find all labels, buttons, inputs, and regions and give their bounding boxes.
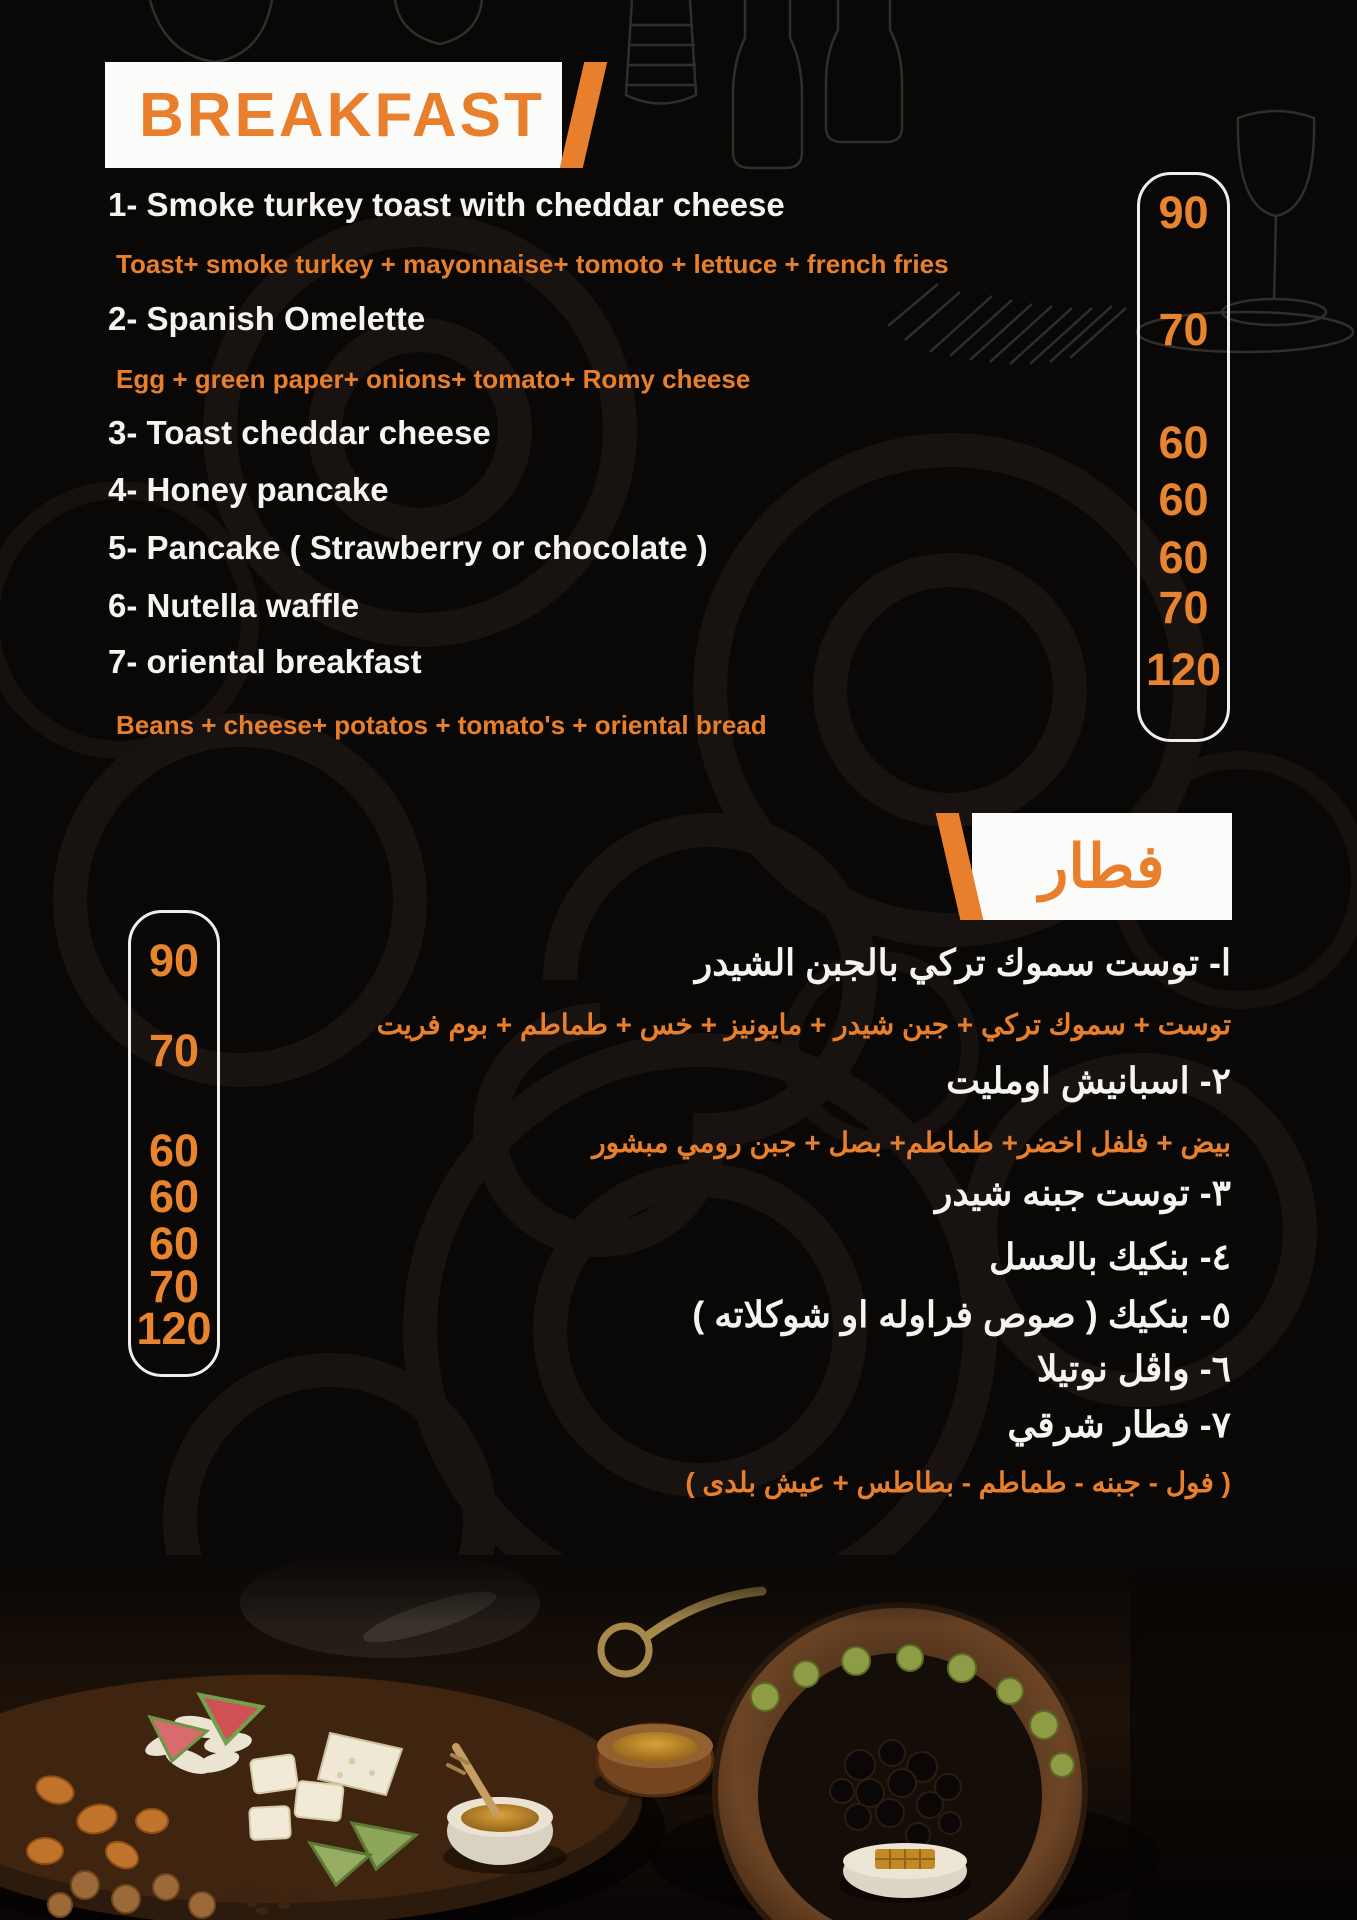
fetar-title-box xyxy=(972,813,1232,920)
breakfast-title: BREAKFAST xyxy=(139,80,545,150)
price-en-1: 90 xyxy=(1158,187,1209,238)
menu-item-en-2-desc: Egg + green paper+ onions+ tomato+ Romy cheese xyxy=(116,364,751,394)
price-en-4: 60 xyxy=(1158,474,1209,525)
price-en-6: 70 xyxy=(1158,582,1209,633)
price-column-en xyxy=(1137,172,1230,742)
menu-item-en-7-desc: Beans + cheese+ potatos + tomato's + oriental bread xyxy=(116,710,767,740)
price-ar-3: 60 xyxy=(148,1125,200,1176)
menu-item-ar-3: ٣- توست جبنه شيدر xyxy=(934,1172,1231,1213)
menu-item-en-5: 5- Pancake ( Strawberry or chocolate ) xyxy=(108,529,708,566)
menu-item-ar-2: ٢- اسبانيش اومليت xyxy=(946,1060,1231,1101)
breakfast-title-slash-icon xyxy=(560,62,607,168)
price-ar-4: 60 xyxy=(148,1171,200,1222)
menu-item-ar-7: ٧- فطار شرقي xyxy=(1007,1404,1231,1445)
menu-item-en-1: 1- Smoke turkey toast with cheddar cheese xyxy=(108,186,785,223)
menu-item-ar-7-desc: ( فول - جبنه - طماطم - بطاطس + عيش بلدى ) xyxy=(685,1467,1231,1498)
menu-item-en-4: 4- Honey pancake xyxy=(108,471,389,508)
price-ar-6: 70 xyxy=(148,1261,200,1312)
menu-item-en-7: 7- oriental breakfast xyxy=(108,643,422,680)
menu-item-ar-4: ٤- بنكيك بالعسل xyxy=(988,1236,1231,1277)
menu-item-ar-5: ٥- بنكيك ( صوص فراوله او شوكلاته ) xyxy=(692,1294,1231,1335)
menu-item-en-3: 3- Toast cheddar cheese xyxy=(108,414,491,451)
menu-item-en-1-desc: Toast+ smoke turkey + mayonnaise+ tomoto + lettuce + french fries xyxy=(116,249,949,279)
price-column-ar xyxy=(128,910,220,1377)
menu-item-en-2: 2- Spanish Omelette xyxy=(108,300,426,337)
breakfast-title-box xyxy=(105,62,562,168)
price-ar-7: 120 xyxy=(136,1303,212,1354)
price-ar-1: 90 xyxy=(148,935,200,986)
menu-item-ar-1-desc: توست + سموك تركي + جبن شيدر + مايونيز + خس + طماطم + بوم فريت xyxy=(376,1009,1231,1040)
price-en-2: 70 xyxy=(1158,304,1209,355)
price-en-5: 60 xyxy=(1158,532,1209,583)
price-ar-2: 70 xyxy=(148,1025,200,1076)
price-ar-5: 60 xyxy=(148,1218,200,1269)
menu-item-en-6: 6- Nutella waffle xyxy=(108,587,360,624)
price-en-7: 120 xyxy=(1145,644,1222,695)
menu-item-ar-6: ٦- واڤل نوتيلا xyxy=(1036,1348,1231,1389)
food-photo xyxy=(0,1555,1357,1920)
menu-item-ar-2-desc: بيض + فلفل اخضر+ طماطم+ بصل + جبن رومي مبشور xyxy=(592,1127,1231,1158)
fetar-title: فطار xyxy=(1039,832,1165,900)
price-en-3: 60 xyxy=(1158,417,1209,468)
menu-item-ar-1: ا- توست سموك تركي بالجبن الشيدر xyxy=(694,942,1231,983)
